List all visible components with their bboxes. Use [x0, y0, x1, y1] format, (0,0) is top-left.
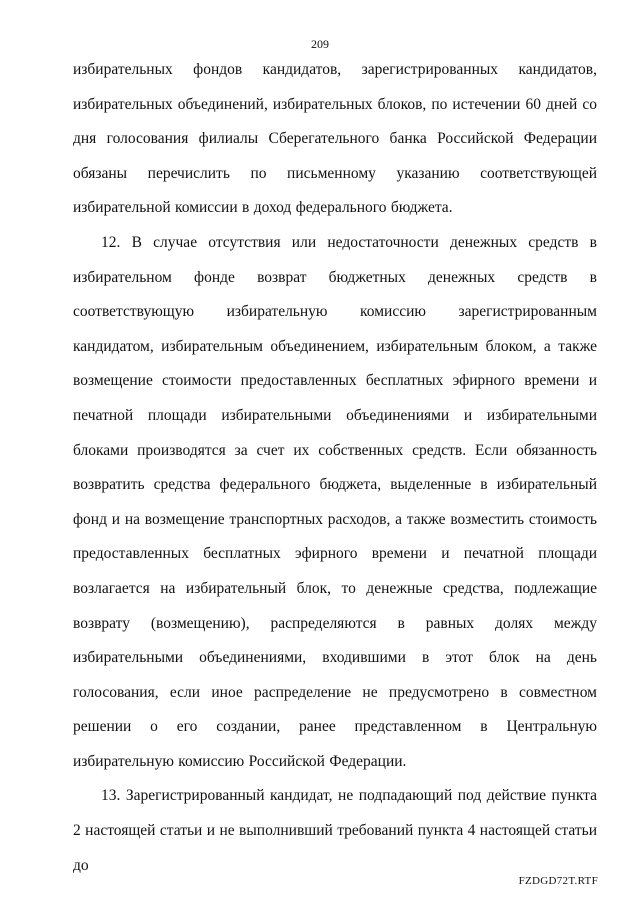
page-number: 209: [311, 37, 329, 51]
footer-file-label: FZDGD72T.RTF: [518, 875, 598, 887]
paragraph-item-13: 13. Зарегистрированный кандидат, не подпадающий под действие пункта 2 настоящей статьи и не выполнивший требований пункта 4 настоящей статьи до: [73, 787, 597, 874]
paragraph-item-12: 12. В случае отсутствия или недостаточности денежных средств в избирательном фонде возврат бюджетных денежных средств в соответствующую избирательную комиссию зарегистрированным кандидатом, избирательным объединением, избирательным блоком, а также возмещение стоимости предоставленных бесплатных эфирного времени и печатной площади избирательными объединениями и избирательными блоками производятся за счет их собственных средств. Если обязанность возвратить средства федерального бюджета, выделенные в избирательный фонд и на возмещение транспортных расходов, а также возместить стоимость предоставленных бесплатных эфирного времени и печатной площади возлагается на избирательный блок, то денежные средства, подлежащие возврату (возмещению), распределяются в равных долях между избирательными объединениями, входившими в этот блок на день голосования, если иное распределение не предусмотрено в совместном решении о его создании, ранее представленном в Центральную избирательную комиссию Российской Федерации.: [73, 233, 597, 770]
document-body: [73, 53, 597, 883]
paragraph-continuation: избирательных фондов кандидатов, зарегистрированных кандидатов, избирательных объединений, избирательных блоков, по истечении 60 дней со дня голосования филиалы Сберегательного банка Российской Федерации обязаны перечислить по письменному указанию соответствующей избирательной комиссии в доход федерального бюджета.: [73, 61, 597, 217]
